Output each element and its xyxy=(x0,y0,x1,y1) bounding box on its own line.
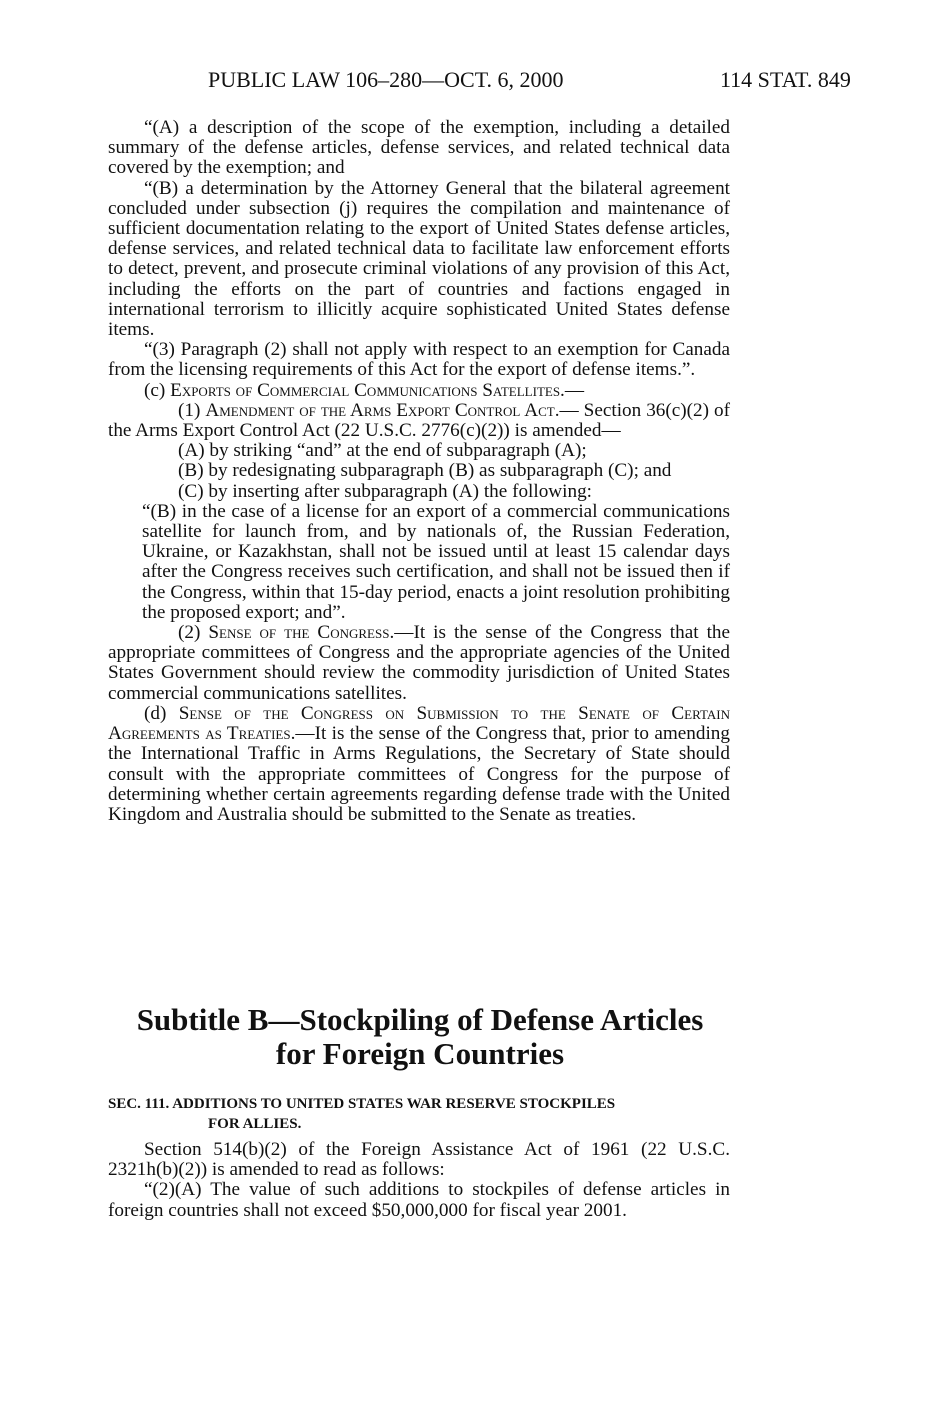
paragraph-c2-label: (2) xyxy=(178,622,201,644)
clause-a-striking: (A) by striking “and” at the end of subparagraph (A); xyxy=(178,440,587,462)
section-paragraph-1: Section 514(b)(2) of the Foreign Assistance Act of 1961 (22 U.S.C. 2321h(b)(2)) is amended to read as follows: xyxy=(108,1139,730,1181)
section-body xyxy=(108,1140,730,1221)
paragraph-3-canada: “(3) Paragraph (2) shall not apply with respect to an exemption for Canada from the licensing requirements of this Act for the export of defense items.”. xyxy=(108,339,730,381)
section-paragraph-2: “(2)(A) The value of such additions to stockpiles of defense articles in foreign countries shall not exceed $50,000,000 for fiscal year 2001. xyxy=(108,1179,730,1221)
paragraph-c1-text: Section 36(c)(2) of the Arms Export Control Act (22 U.S.C. 2776(c)(2)) is amended— xyxy=(108,399,730,442)
subsection-d xyxy=(108,704,730,825)
paragraph-c1-title: Amendment of the Arms Export Control Act.— xyxy=(205,399,579,421)
section-heading-line-2: FOR ALLIES. xyxy=(208,1116,302,1132)
running-head xyxy=(0,66,948,94)
paragraph-c2 xyxy=(108,623,730,704)
stat-page-number: 114 STAT. 849 xyxy=(720,67,851,92)
subtitle-line-2: for Foreign Countries xyxy=(275,1036,565,1071)
subsection-d-title: Sense of the Congress on Submission to the Senate of Certain Agreements as Treaties. xyxy=(108,702,730,745)
paragraph-c2-text: —It is the sense of the Congress that the appropriate committees of Congress and the appropriate agencies of the United States Government should review the commodity jurisdiction of United States commercial communications satellites. xyxy=(108,622,731,704)
body-text xyxy=(108,118,730,825)
subsection-d-text: —It is the sense of the Congress that, prior to amending the International Traffic in Arms Regulations, the Secretary of State should consult with the appropriate committees of Congress for the purpose of determining whether certain agreements regarding defense trade with the United Kingdom and Australia should be submitted to the Senate as treaties. xyxy=(108,723,730,825)
quoted-subparagraph-b: “(B) in the case of a license for an export of a commercial communications satellite for launch from, and by nationals of, the Russian Federation, Ukraine, or Kazakhstan, shall not be issued until at least 15 calendar days after the Congress receives such certification, and shall not be issued then if the Congress, within that 15-day period, enacts a joint resolution prohibiting the proposed export; and”. xyxy=(142,500,730,623)
subtitle-heading xyxy=(100,1003,740,1071)
paragraph-c2-title: Sense of the Congress. xyxy=(208,622,395,644)
subsection-c-heading xyxy=(108,381,730,401)
subsection-c-label: (c) xyxy=(144,379,166,401)
law-title: PUBLIC LAW 106–280—OCT. 6, 2000 xyxy=(208,67,564,92)
clause-b-redesignating: (B) by redesignating subparagraph (B) as subparagraph (C); and xyxy=(178,460,672,482)
subtitle-line-1: Subtitle B—Stockpiling of Defense Articles xyxy=(136,1002,704,1037)
subsection-c-title: Exports of Commercial Communications Satellites.— xyxy=(170,379,585,401)
paragraph-c1-label: (1) xyxy=(178,399,201,421)
paragraph-b-determination: “(B) a determination by the Attorney General that the bilateral agreement concluded under subsection (j) requires the compilation and maintenance of sufficient documentation relating to the export of United States defense articles, defense services, and related technical data to facilitate law enforcement efforts to detect, prevent, and prosecute criminal violations of any provision of this Act, including the efforts on the part of countries and factions engaged in international terrorism to illicitly acquire sophisticated United States defense items. xyxy=(108,177,730,341)
paragraph-a-description: “(A) a description of the scope of the exemption, including a detailed summary of the defense articles, defense services, and related technical data covered by the exemption; and xyxy=(108,117,730,179)
subsection-d-label: (d) xyxy=(144,702,167,724)
section-heading xyxy=(108,1094,733,1134)
section-heading-line-1: SEC. 111. ADDITIONS TO UNITED STATES WAR RESERVE STOCKPILES xyxy=(108,1096,616,1112)
clause-c-inserting: (C) by inserting after subparagraph (A) the following: xyxy=(178,480,593,502)
paragraph-c1 xyxy=(108,401,730,441)
